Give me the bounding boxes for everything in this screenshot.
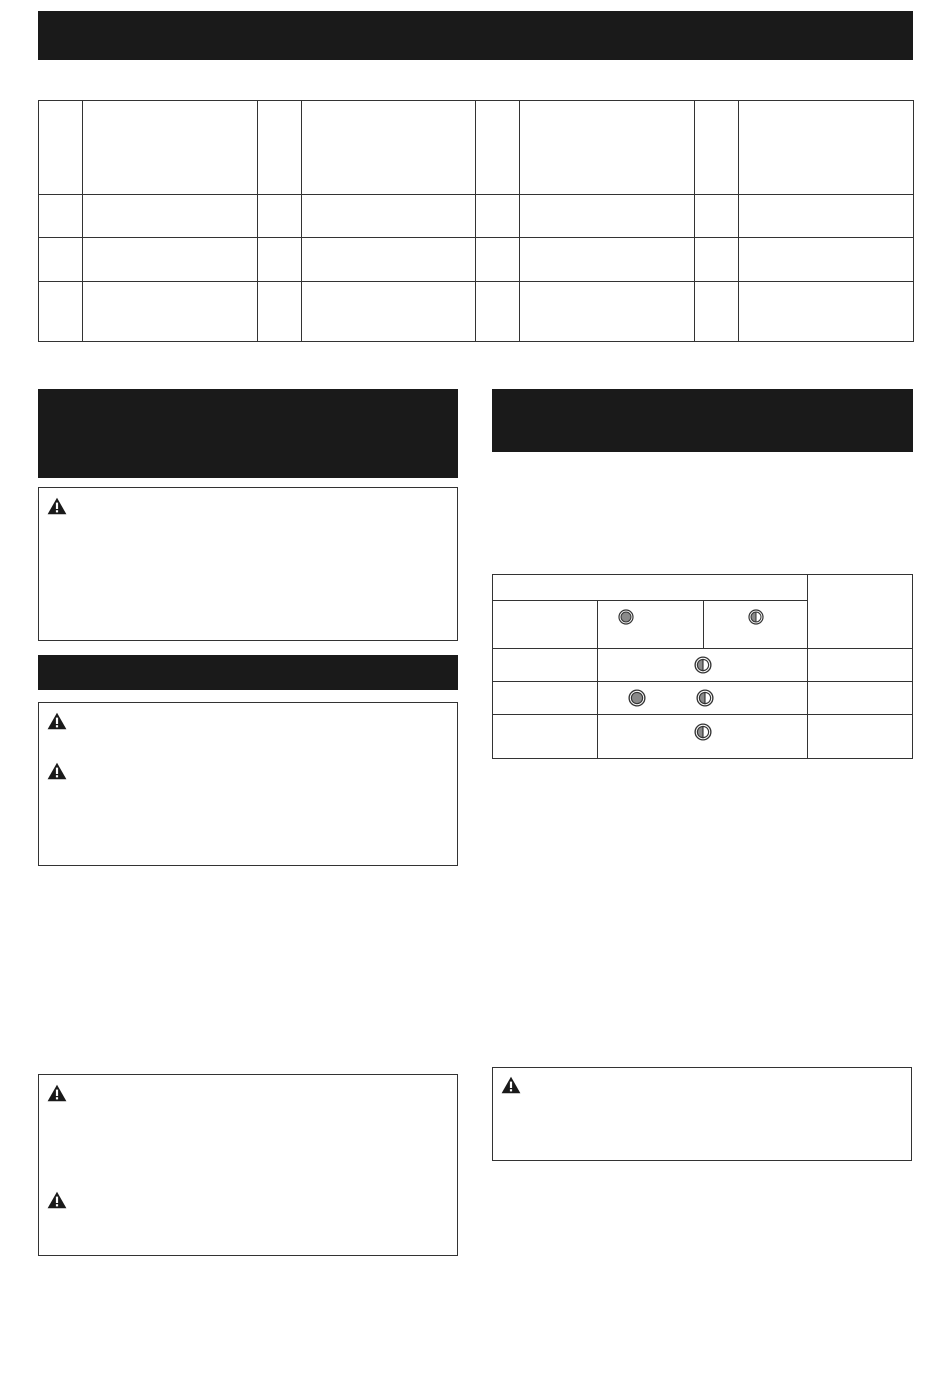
table-cell xyxy=(520,282,695,342)
table-cell xyxy=(695,238,739,282)
table-cell xyxy=(83,282,258,342)
table-header-cell xyxy=(598,601,704,649)
table-row xyxy=(493,682,913,715)
table-cell xyxy=(302,195,476,238)
table-cell xyxy=(258,101,302,195)
table-cell xyxy=(520,195,695,238)
row-label xyxy=(493,715,598,759)
table-cell xyxy=(695,282,739,342)
table-cell xyxy=(39,195,83,238)
table-cell xyxy=(39,101,83,195)
section-bar-left-2 xyxy=(38,655,458,690)
table-cell xyxy=(258,238,302,282)
warning-box-1 xyxy=(38,487,458,641)
table-header-cell xyxy=(493,601,598,649)
table-cell xyxy=(739,195,914,238)
table-cell xyxy=(258,282,302,342)
warning-triangle-icon xyxy=(501,1076,521,1094)
table-cell xyxy=(739,238,914,282)
lamp-blinking-icon xyxy=(694,723,712,741)
table-cell xyxy=(739,282,914,342)
table-cell xyxy=(302,282,476,342)
lamp-blinking-icon xyxy=(696,689,714,707)
warning-triangle-icon xyxy=(47,762,67,780)
table-header-cell xyxy=(493,575,808,601)
lamp-cell xyxy=(598,682,808,715)
table-cell xyxy=(520,238,695,282)
table-row xyxy=(39,195,914,238)
lamp-lit-icon xyxy=(628,689,646,707)
lamp-lit-icon xyxy=(618,609,634,625)
header-bar xyxy=(38,11,913,60)
table-cell xyxy=(739,101,914,195)
table-row xyxy=(39,282,914,342)
section-bar-left-1 xyxy=(38,389,458,478)
row-label xyxy=(493,682,598,715)
lamp-blinking-icon xyxy=(694,656,712,674)
lamp-cell xyxy=(598,715,808,759)
table-cell xyxy=(302,238,476,282)
table-row xyxy=(493,575,913,601)
section-bar-right xyxy=(492,389,913,452)
indicator-table xyxy=(492,574,912,758)
table-row xyxy=(39,238,914,282)
table-row xyxy=(39,101,914,195)
warning-triangle-icon xyxy=(47,1191,67,1209)
table-cell xyxy=(39,282,83,342)
warning-triangle-icon xyxy=(47,712,67,730)
warning-box-right xyxy=(492,1067,912,1161)
table-cell xyxy=(695,101,739,195)
table-header-cell xyxy=(704,601,808,649)
table-cell xyxy=(83,195,258,238)
table-row xyxy=(493,715,913,759)
row-note xyxy=(808,682,913,715)
parts-table xyxy=(38,100,914,342)
row-label xyxy=(493,649,598,682)
table-cell xyxy=(302,101,476,195)
row-note xyxy=(808,649,913,682)
table-cell xyxy=(520,101,695,195)
lamp-cell xyxy=(598,649,808,682)
row-note xyxy=(808,715,913,759)
table-cell xyxy=(258,195,302,238)
table-cell xyxy=(476,282,520,342)
lamp-blinking-icon xyxy=(748,609,764,625)
table-cell xyxy=(39,238,83,282)
table-cell xyxy=(476,195,520,238)
table-header-cell xyxy=(808,575,913,649)
table-row xyxy=(493,649,913,682)
table-cell xyxy=(83,238,258,282)
table-cell xyxy=(83,101,258,195)
warning-triangle-icon xyxy=(47,1084,67,1102)
warning-box-2 xyxy=(38,702,458,866)
table-cell xyxy=(476,238,520,282)
table-cell xyxy=(695,195,739,238)
warning-box-3 xyxy=(38,1074,458,1256)
warning-triangle-icon xyxy=(47,497,67,515)
table-cell xyxy=(476,101,520,195)
